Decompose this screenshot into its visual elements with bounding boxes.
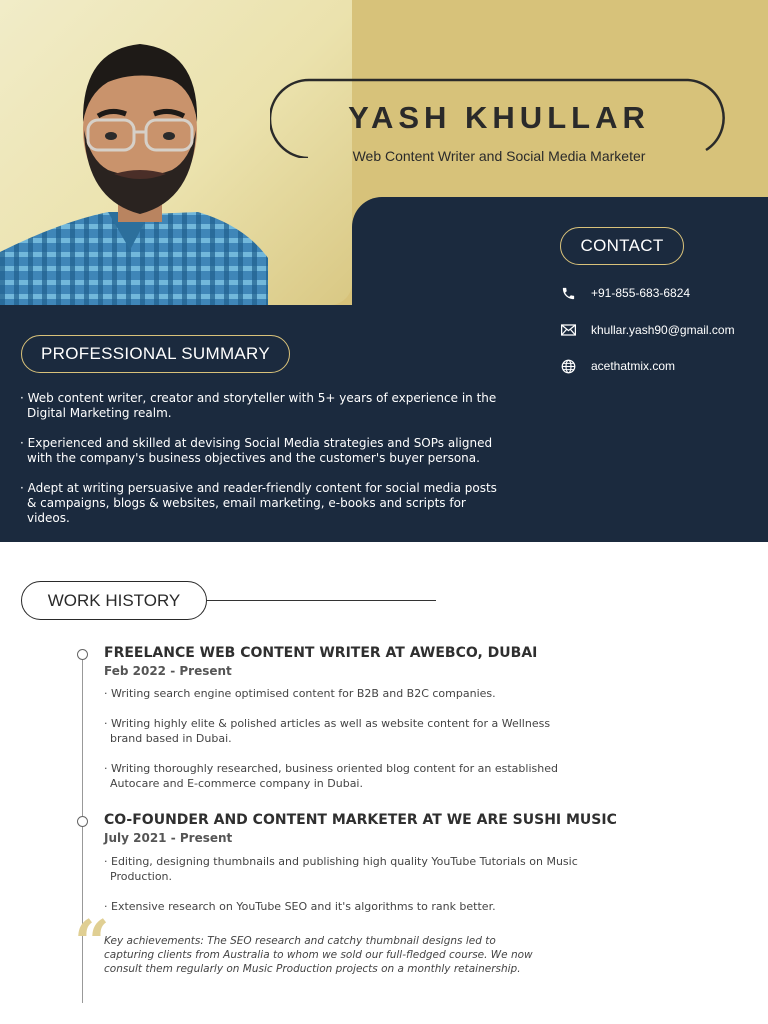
job-bullet: · Extensive research on YouTube SEO and it's algorithms to rank better. xyxy=(104,900,496,913)
job-date: July 2021 - Present xyxy=(104,831,233,845)
key-achievements: Key achievements: The SEO research and catchy thumbnail designs led to capturing clients from Australia to whom we sold our full-fledged course. We now consult them regularly on Music Production projects on a monthly retainership. xyxy=(104,935,533,975)
summary-item: · Adept at writing persuasive and reader-friendly content for social media posts & campaigns, blogs & websites, email marketing, e-books and scripts for videos. xyxy=(20,481,497,525)
job-bullet: · Writing thoroughly researched, business oriented blog content for an established Autocare and E-commerce company in Dubai. xyxy=(104,762,558,790)
job-title: CO-FOUNDER AND CONTENT MARKETER AT WE ARE SUSHI MUSIC xyxy=(104,812,617,828)
contact-website[interactable] xyxy=(560,358,675,374)
summary-item: · Experienced and skilled at devising Social Media strategies and SOPs aligned with the company's business objectives and the customer's buyer persona. xyxy=(20,436,493,465)
name-header xyxy=(270,78,728,164)
summary-item: · Web content writer, creator and storyteller with 5+ years of experience in the Digital Marketing realm. xyxy=(20,391,497,420)
contact-website-text: acethatmix.com xyxy=(591,359,676,373)
candidate-role: Web Content Writer and Social Media Marketer xyxy=(352,148,646,164)
heading-divider xyxy=(207,600,436,601)
globe-icon xyxy=(560,358,576,374)
job-bullet: · Editing, designing thumbnails and publishing high quality YouTube Tutorials on Music Production. xyxy=(104,855,578,883)
quote-icon: “ xyxy=(74,906,110,979)
job-title: FREELANCE WEB CONTENT WRITER AT AWEBCO, DUBAI xyxy=(104,645,538,661)
job-bullet: · Writing highly elite & polished articles as well as website content for a Wellness brand based in Dubai. xyxy=(104,717,551,745)
contact-phone-text: +91-855-683-6824 xyxy=(591,286,691,300)
job-bullet: · Writing search engine optimised content for B2B and B2C companies. xyxy=(104,687,496,700)
phone-icon xyxy=(560,285,576,301)
candidate-name: YASH KHULLAR xyxy=(348,100,650,135)
contact-phone[interactable] xyxy=(560,285,690,301)
contact-heading: CONTACT xyxy=(560,227,684,265)
timeline-dot xyxy=(77,649,88,660)
contact-email[interactable] xyxy=(560,322,735,338)
job-date: Feb 2022 - Present xyxy=(104,664,232,678)
mail-icon xyxy=(560,322,576,338)
summary-list xyxy=(20,391,500,541)
timeline-dot xyxy=(77,816,88,827)
job-bullets xyxy=(104,686,584,806)
summary-heading: PROFESSIONAL SUMMARY xyxy=(21,335,290,373)
work-history-heading: WORK HISTORY xyxy=(21,581,207,620)
contact-email-text: khullar.yash90@gmail.com xyxy=(591,323,735,337)
job-bullets xyxy=(104,854,584,929)
